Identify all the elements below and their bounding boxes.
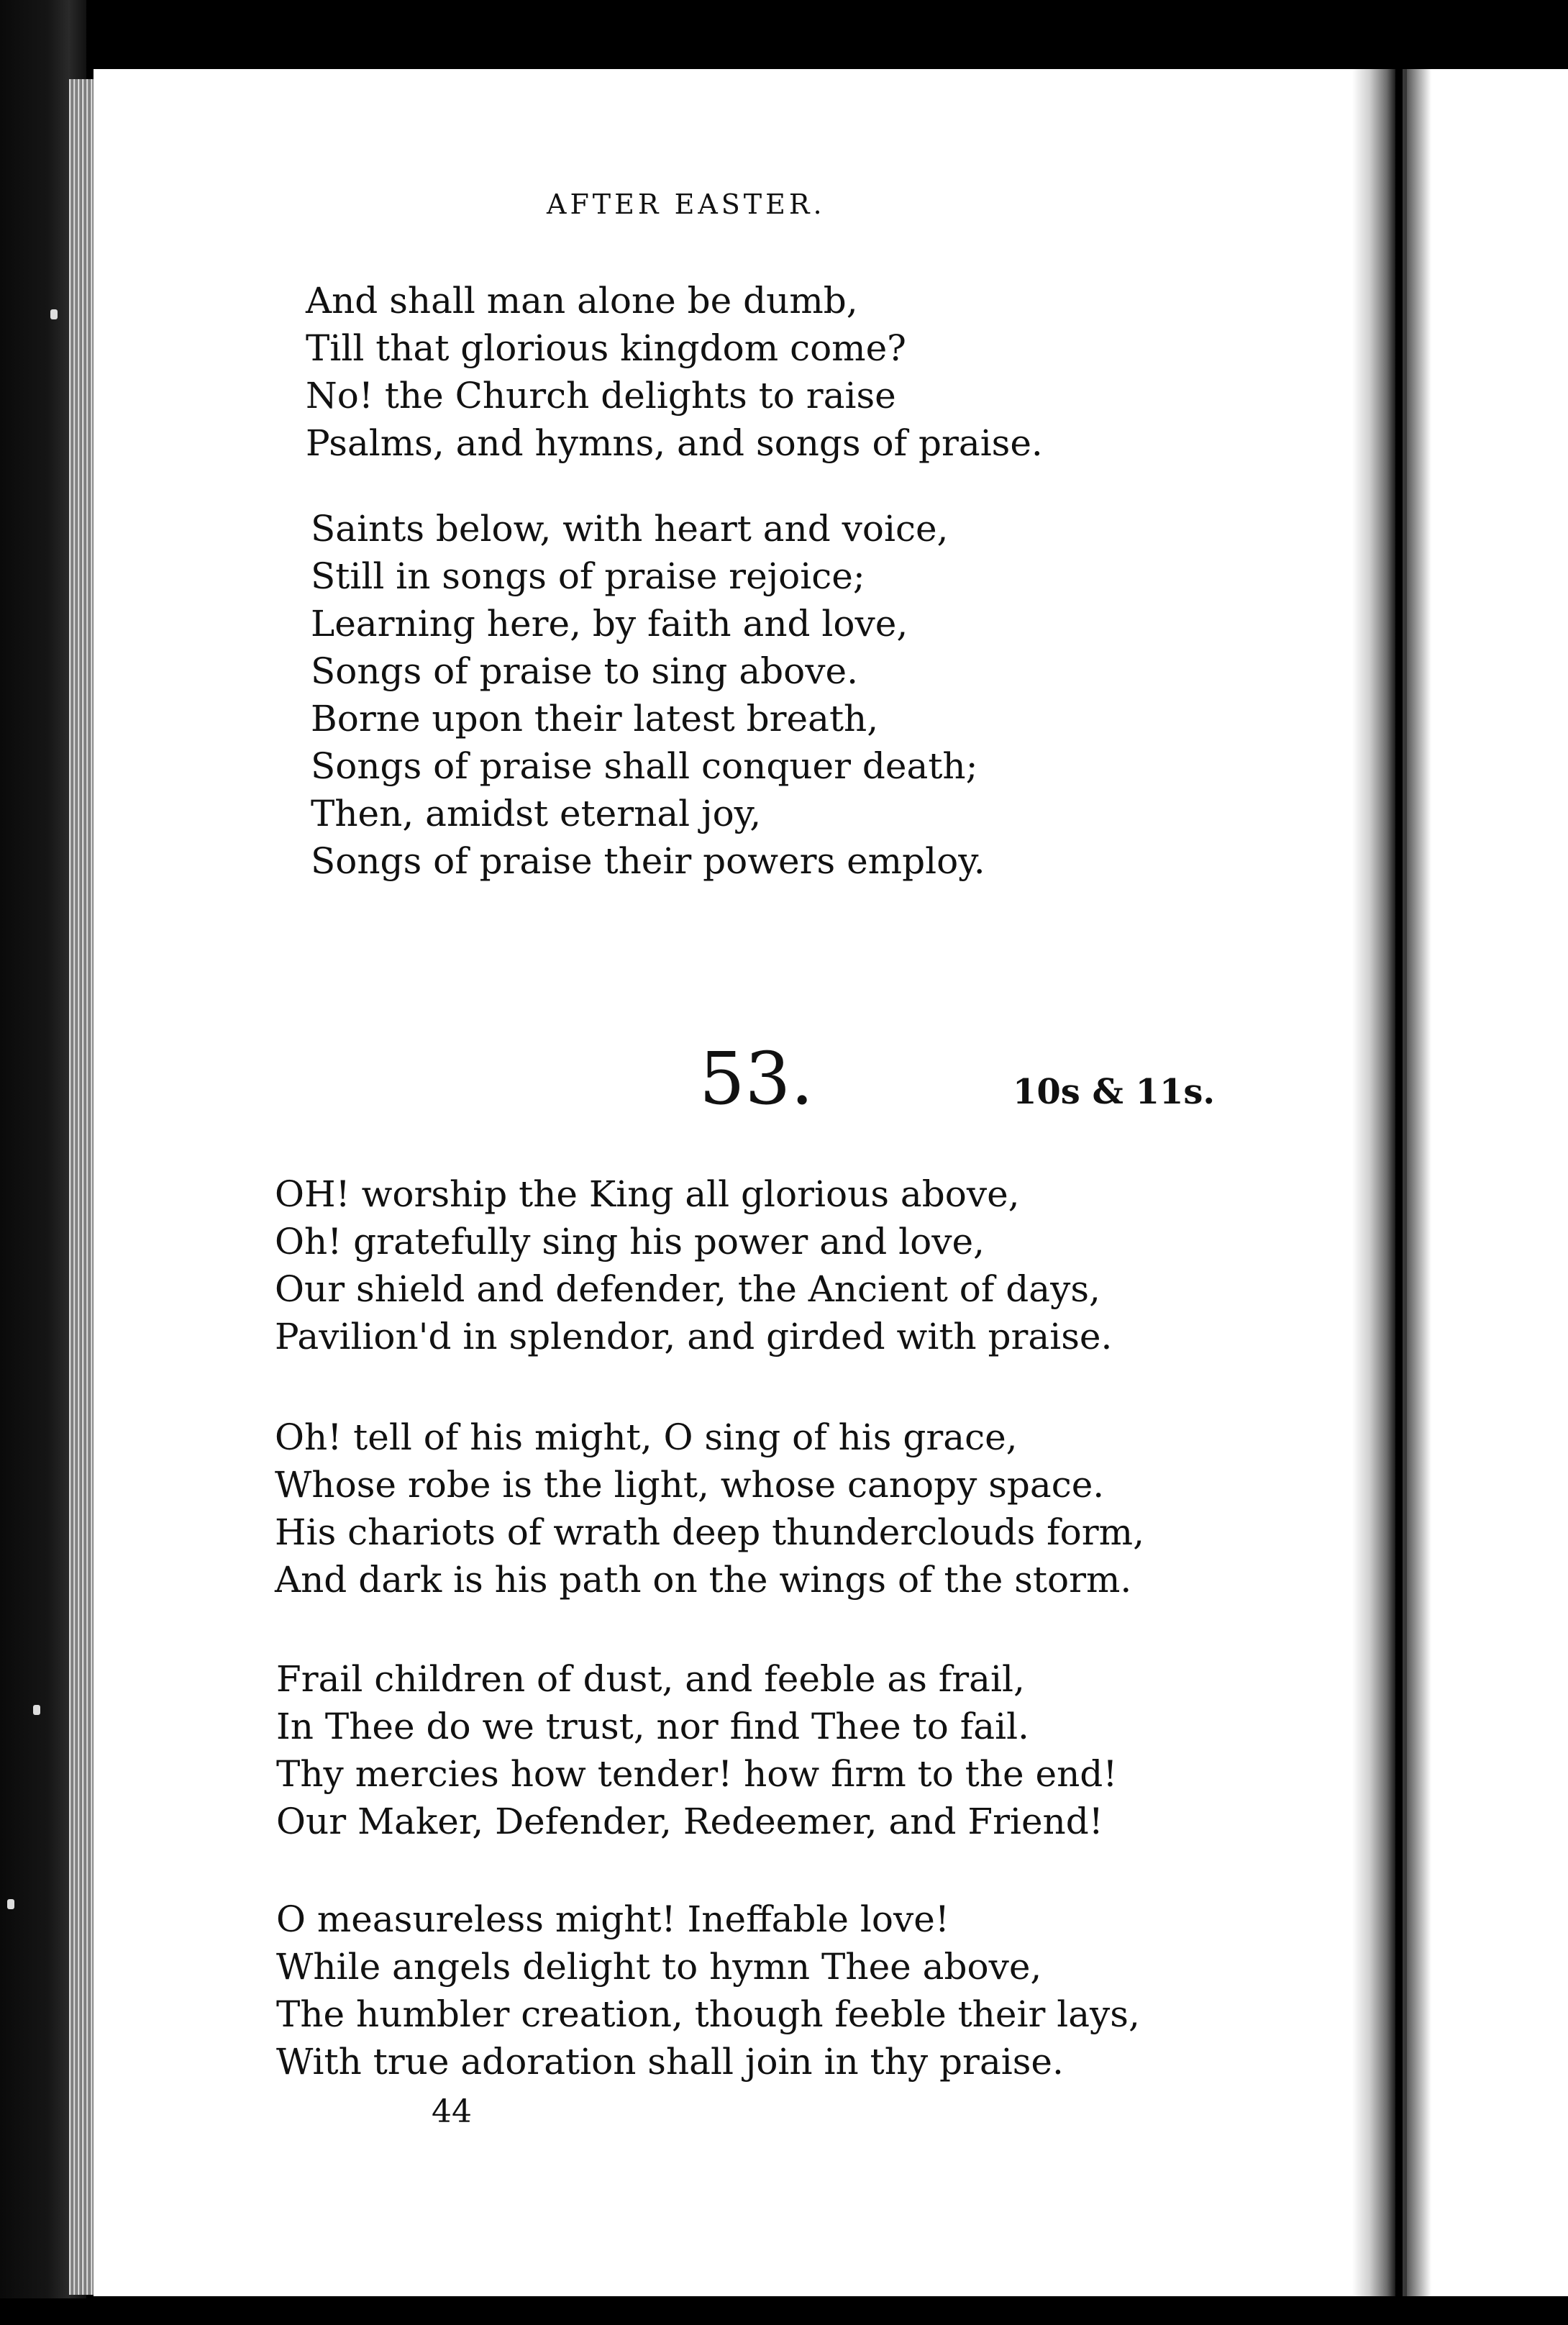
verse-line: Songs of praise shall conquer death;	[311, 745, 978, 787]
verse-line: Songs of praise their powers employ.	[311, 840, 985, 882]
verse-line: Our shield and defender, the Ancient of days,	[275, 1268, 1100, 1310]
verse-line: O measureless might! Ineffable love!	[276, 1898, 949, 1940]
page-number: 44	[432, 2093, 472, 2130]
verse-line: Our Maker, Defender, Redeemer, and Friend!	[276, 1801, 1103, 1842]
verse-line: Psalms, and hymns, and songs of praise.	[306, 422, 1043, 464]
verse-line: OH! worship the King all glorious above,	[275, 1173, 1020, 1215]
hymn-number: 53.	[699, 1037, 814, 1121]
verse-line: And dark is his path on the wings of the storm.	[275, 1559, 1132, 1601]
dust-speck	[50, 309, 58, 319]
verse-line: Borne upon their latest breath,	[311, 698, 879, 740]
verse-line: Till that glorious kingdom come?	[306, 327, 906, 369]
verse-line: Songs of praise to sing above.	[311, 650, 858, 692]
running-head: AFTER EASTER.	[547, 188, 826, 220]
page-gutter	[1352, 69, 1395, 2296]
verse-line: While angels delight to hymn Thee above,	[276, 1946, 1042, 1988]
verse-line: No! the Church delights to raise	[306, 375, 896, 417]
verse-line: Frail children of dust, and feeble as frail,	[276, 1658, 1025, 1700]
verse-line: Saints below, with heart and voice,	[311, 508, 949, 550]
verse-line: Then, amidst eternal joy,	[311, 793, 762, 834]
verse-line: Pavilion'd in splendor, and girded with praise.	[275, 1316, 1113, 1357]
verse-line: Still in songs of praise rejoice;	[311, 555, 865, 597]
verse-line: With true adoration shall join in thy praise.	[276, 2041, 1064, 2083]
hymn-meter: 10s & 11s.	[1013, 1072, 1216, 1112]
scan-border-top	[0, 0, 1568, 69]
verse-line: Oh! tell of his might, O sing of his grace,	[275, 1416, 1018, 1458]
verse-line: And shall man alone be dumb,	[306, 280, 858, 322]
verse-line: Oh! gratefully sing his power and love,	[275, 1221, 985, 1262]
verse-line: Whose robe is the light, whose canopy space.	[275, 1464, 1105, 1506]
verse-line: Learning here, by faith and love,	[311, 603, 908, 645]
scan-border-bottom	[0, 2298, 1568, 2325]
verse-line: In Thee do we trust, nor find Thee to fail.	[276, 1706, 1029, 1747]
verse-line: The humbler creation, though feeble their lays,	[276, 1993, 1140, 2035]
verse-line: Thy mercies how tender! how firm to the end!	[276, 1753, 1118, 1795]
verse-line: His chariots of wrath deep thunderclouds form,	[275, 1511, 1144, 1553]
dust-speck	[7, 1899, 14, 1909]
facing-page-shadow	[1403, 69, 1431, 2296]
dust-speck	[33, 1705, 40, 1715]
